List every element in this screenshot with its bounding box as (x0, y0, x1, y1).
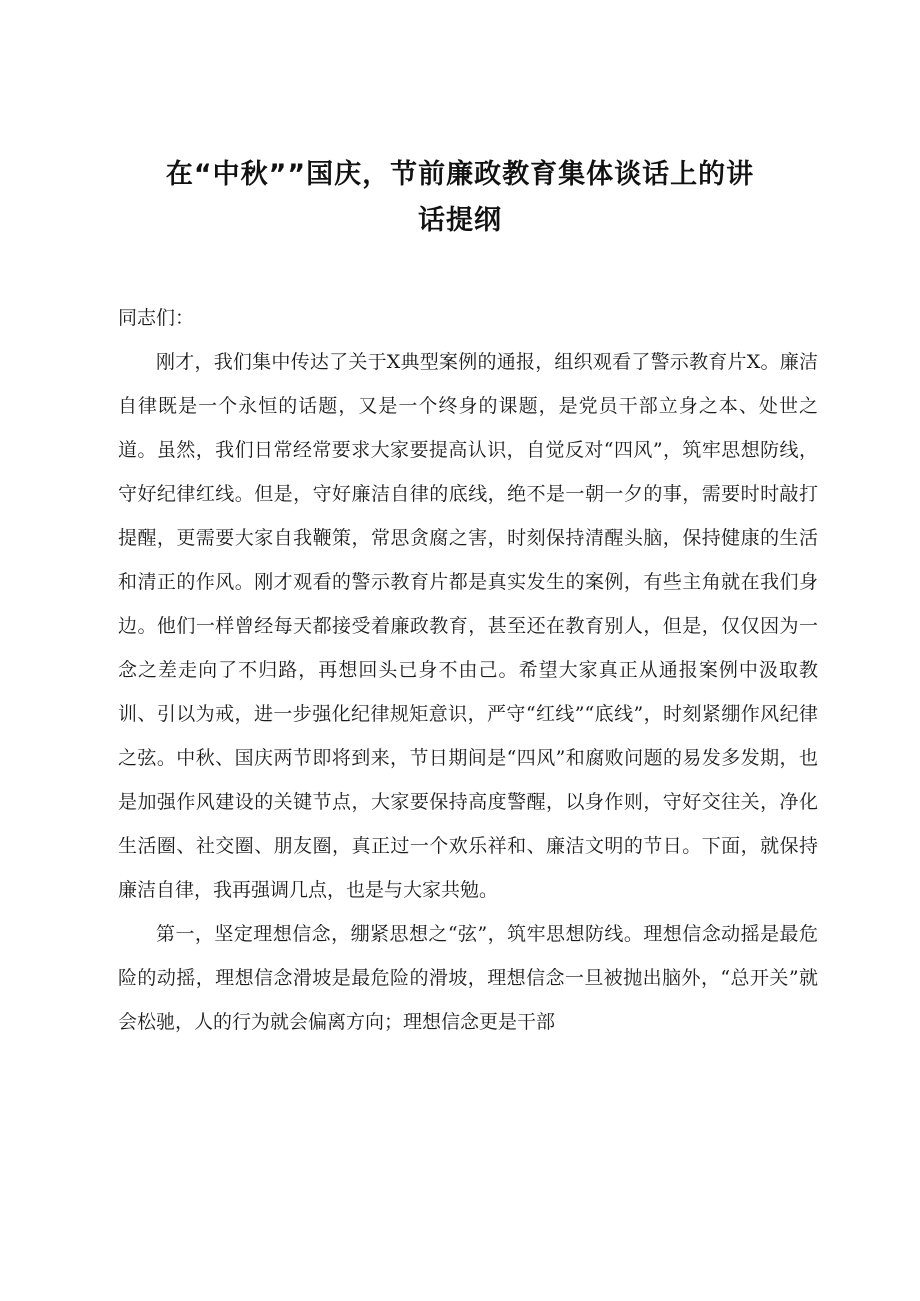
document-body (118, 296, 818, 1044)
document-title-line-1: 在“中秋””国庆，节前廉政教育集体谈话上的讲 (165, 159, 755, 190)
salutation: 同志们： (118, 307, 195, 329)
document-title (100, 152, 820, 244)
paragraph-2: 第一，坚定理想信念，绷紧思想之“弦”，筑牢思想防线。理想信念动摇是最危险的动摇，理想信念滑坡是最危险的滑坡，理想信念一旦被抛出脑外，“总开关”就会松驰，人的行为就会偏离方向；理想信念更是干部 (118, 923, 818, 1033)
paragraph-1: 刚才，我们集中传达了关于X典型案例的通报，组织观看了警示教育片X。廉洁自律既是一个永恒的话题，又是一个终身的课题，是党员干部立身之本、处世之道。虽然，我们日常经常要求大家要提高认识，自觉反对“四风”，筑牢思想防线，守好纪律红线。但是，守好廉洁自律的底线，绝不是一朝一夕的事，需要时时敲打提醒，更需要大家自我鞭策，常思贪腐之害，时刻保持清醒头脑，保持健康的生活和清正的作风。刚才观看的警示教育片都是真实发生的案例，有些主角就在我们身边。他们一样曾经每天都接受着廉政教育，甚至还在教育别人，但是，仅仅因为一念之差走向了不归路，再想回头已身不由己。希望大家真正从通报案例中汲取教训、引以为戒，进一步强化纪律规矩意识，严守“红线”“底线”，时刻紧绷作风纪律之弦。中秋、国庆两节即将到来，节日期间是“四风”和腐败问题的易发多发期，也是加强作风建设的关键节点，大家要保持高度警醒，以身作则，守好交往关，净化生活圈、社交圈、朋友圈，真正过一个欢乐祥和、廉洁文明的节日。下面，就保持廉洁自律，我再强调几点，也是与大家共勉。 (118, 351, 818, 901)
document-title-line-2: 话提纲 (418, 205, 502, 236)
